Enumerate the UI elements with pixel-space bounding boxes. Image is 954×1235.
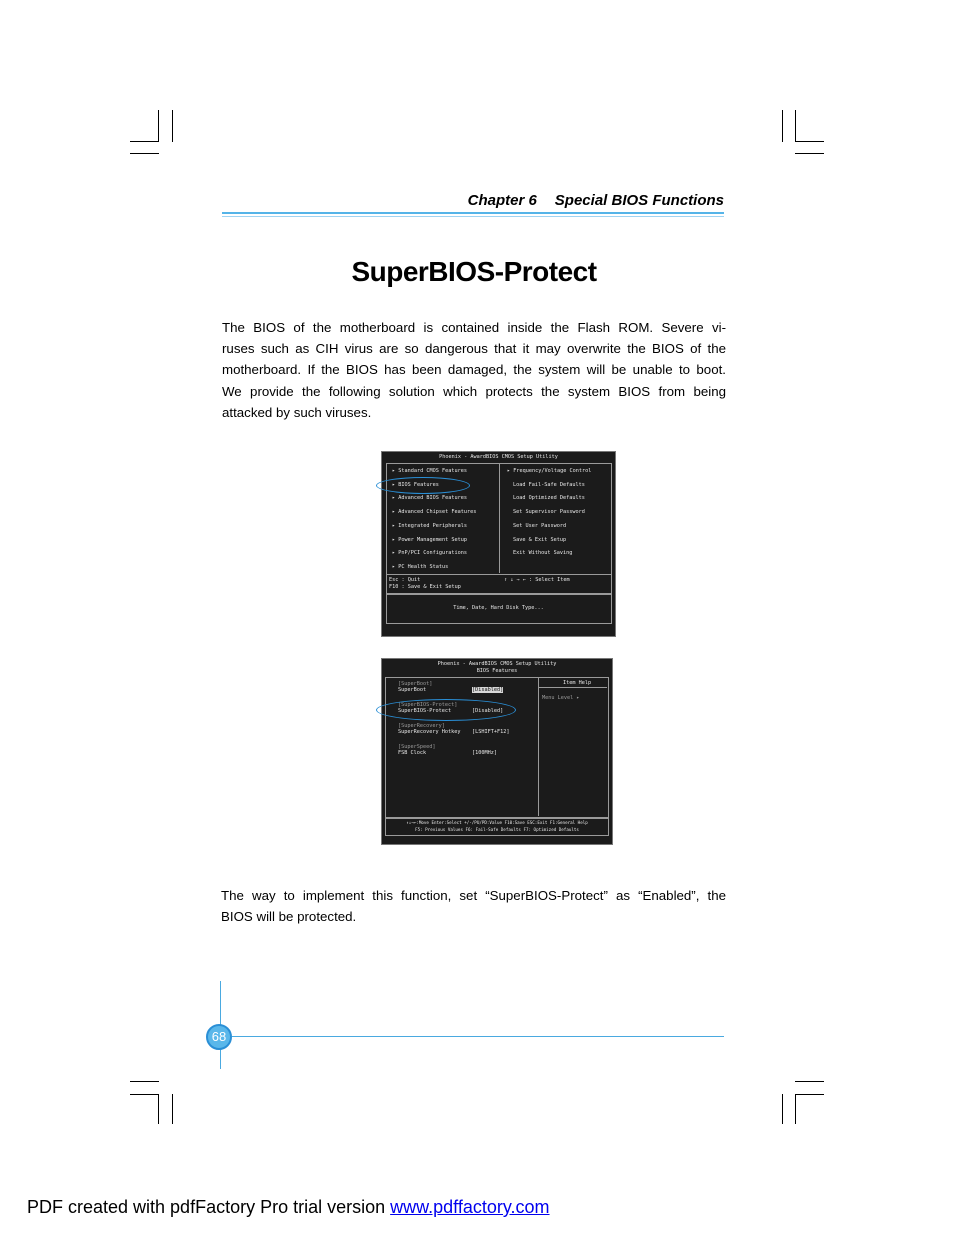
header-rule-thin — [222, 216, 724, 217]
closing-paragraph — [222, 885, 726, 927]
bios-title: Phoenix - AwardBIOS CMOS Setup Utility — [439, 454, 558, 460]
bios-footer-text: F5: Previous Values F6: Fail-Safe Defaults F7: Optimized Defaults — [415, 827, 579, 832]
bios-menu-item: ▸ Advanced BIOS Features — [392, 495, 467, 502]
crop-mark — [172, 1094, 173, 1124]
page-number-badge: 68 — [206, 1024, 232, 1050]
bios-help-header-rule — [538, 687, 607, 688]
crop-mark — [795, 1094, 796, 1124]
bios-option-value: [Disabled] — [472, 708, 504, 714]
page-title: SuperBIOS-Protect — [351, 256, 597, 287]
bios-menu-item: Load Optimized Defaults — [513, 495, 585, 502]
highlight-oval — [376, 699, 516, 721]
bios-help-text: F10 : Save & Exit Setup — [389, 584, 461, 590]
closing-line: BIOS will be protected. — [221, 909, 357, 925]
bios-section-label: [SuperBoot] — [398, 681, 433, 687]
bios-menu-item-bios-features: ▸ BIOS Features — [392, 481, 439, 488]
bios-menu-item: Exit Without Saving — [513, 550, 573, 557]
bios-option-value: [100MHz] — [472, 750, 497, 756]
intro-line: We provide the following solution which protects the system BIOS from being — [222, 383, 726, 399]
crop-mark — [795, 153, 824, 154]
bios-option-name-superbios-protect: SuperBIOS-Protect — [398, 708, 452, 714]
bios-option-name: SuperRecovery Hotkey — [398, 729, 461, 735]
crop-mark — [782, 1094, 783, 1124]
crop-mark — [795, 1094, 824, 1095]
crop-mark — [130, 153, 159, 154]
intro-line: motherboard. If the BIOS has been damaged, the system will be unable to boot. — [222, 362, 726, 378]
intro-line: attacked by such viruses. — [222, 404, 372, 420]
closing-line: The way to implement this function, set “SuperBIOS-Protect” as “Enabled”, the — [221, 888, 726, 903]
crop-mark — [130, 141, 159, 142]
bios-menu-item: ▸ Integrated Peripherals — [392, 522, 467, 529]
bios-option-name: SuperBoot — [398, 687, 427, 693]
bios-title: Phoenix - AwardBIOS CMOS Setup Utility — [437, 661, 557, 667]
bios-menu-item: Save & Exit Setup — [513, 536, 567, 543]
crop-mark — [158, 1094, 159, 1124]
intro-line: The BIOS of the motherboard is contained inside the Flash ROM. Severe vi- — [222, 320, 726, 335]
bios-menu-item: ▸ Power Management Setup — [392, 536, 467, 543]
bios-status-text: Time, Date, Hard Disk Type... — [453, 605, 544, 611]
footer-rule — [232, 1036, 724, 1037]
intro-line: ruses such as CIH virus are so dangerous that it may overwrite the BIOS of the — [222, 341, 726, 357]
bios-menu-item: Load Fail-Safe Defaults — [513, 481, 585, 488]
crop-mark — [795, 1081, 824, 1082]
bios-menu-item: ▸ Standard CMOS Features — [392, 468, 467, 474]
header-rule — [222, 212, 724, 214]
intro-paragraph — [222, 317, 726, 423]
bios-subtitle: BIOS Features — [476, 668, 518, 674]
bios-menu-item: ▸ Advanced Chipset Features — [392, 509, 477, 516]
bios-menu-item: Set User Password — [513, 522, 567, 529]
bios-menu-item: ▸ PnP/PCI Configurations — [392, 550, 467, 557]
chapter-label: Chapter 6 — [467, 192, 537, 209]
bios-section-label: [SuperRecovery] — [398, 723, 445, 729]
item-help-text: Menu Level ▸ — [542, 695, 580, 701]
crop-mark — [130, 1094, 159, 1095]
bios-menu-item: Set Supervisor Password — [513, 509, 585, 516]
crop-mark — [795, 110, 796, 142]
bios-option-name: FSB Clock — [398, 750, 427, 756]
bios-section-label: [SuperSpeed] — [398, 744, 436, 750]
bios-section-label: [SuperBIOS-Protect] — [398, 702, 458, 708]
running-header — [222, 192, 724, 209]
bios-help-divider — [538, 677, 539, 816]
bios-option-value: [LSHIFT+F12] — [472, 729, 510, 735]
bios-menu-divider — [499, 463, 500, 573]
crop-mark — [795, 141, 824, 142]
bios-menu-item: ▸ PC Health Status — [392, 563, 449, 570]
crop-mark — [172, 110, 173, 142]
item-help-title: Item Help — [563, 680, 592, 686]
bios-footer-text: ↑↓→←:Move Enter:Select +/-/PU/PD:Value F10:Save ESC:Exit F1:General Help — [406, 820, 588, 825]
bios-help-text: Esc : Quit — [389, 577, 421, 583]
section-label: Special BIOS Functions — [554, 192, 724, 209]
pdffactory-link[interactable]: www.pdffactory.com — [390, 1197, 550, 1217]
bios-main-screenshot — [381, 451, 616, 637]
crop-mark — [158, 110, 159, 142]
bios-features-screenshot — [381, 658, 613, 845]
bios-help-text: ↑ ↓ → ← : Select Item — [504, 577, 570, 583]
bios-option-value: [Disabled] — [472, 687, 504, 693]
pdf-note-text: PDF created with pdfFactory Pro trial version — [27, 1197, 391, 1217]
crop-mark — [130, 1081, 159, 1082]
highlight-oval — [376, 477, 470, 494]
pdf-creator-note — [27, 1197, 550, 1218]
crop-mark — [782, 110, 783, 142]
bios-menu-item: ▸ Frequency/Voltage Control — [507, 468, 592, 474]
